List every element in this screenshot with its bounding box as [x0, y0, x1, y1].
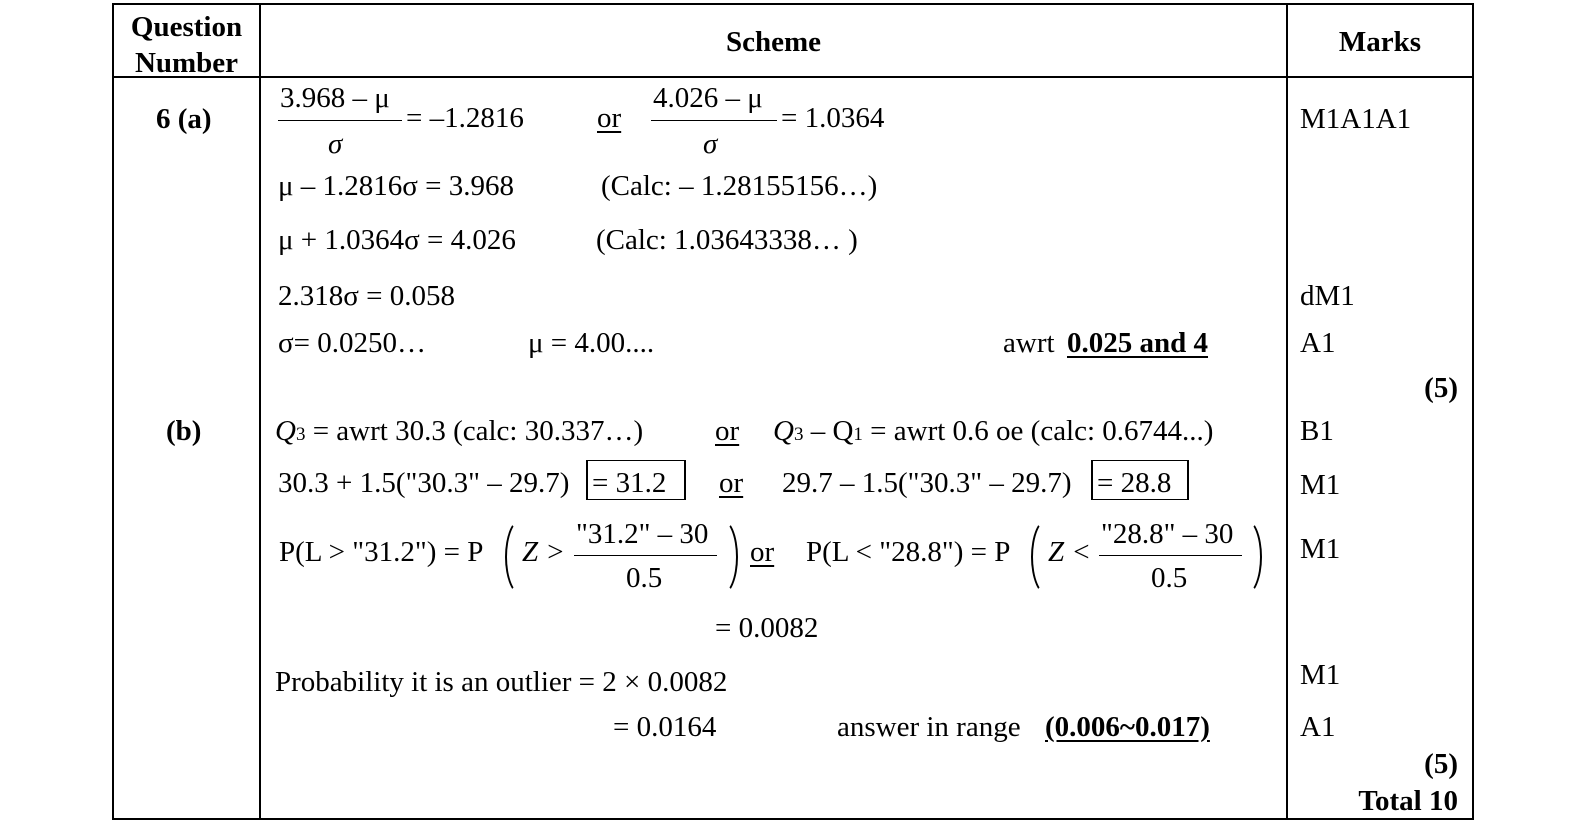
- combined-equation: 2.318σ = 0.058: [278, 280, 455, 312]
- upper-fence-bracket: [586, 460, 686, 500]
- right-paren: [704, 518, 738, 596]
- fraction-bar: [574, 555, 717, 556]
- mark-b-2: M1: [1300, 469, 1341, 501]
- q3-text: = awrt 30.3 (calc: 30.337…): [305, 415, 644, 447]
- mark-b-3: M1: [1300, 533, 1341, 565]
- fraction-denominator: 0.5: [626, 562, 663, 594]
- q3-statement: [275, 417, 643, 446]
- mu-value: μ = 4.00....: [528, 327, 655, 359]
- mark-a-2: dM1: [1300, 280, 1355, 312]
- header-question-line1: Question: [130, 11, 243, 43]
- mark-a-3: A1: [1300, 327, 1336, 359]
- fraction-denominator: 0.5: [1151, 562, 1188, 594]
- probability-upper-prefix: P(L > "31.2") = P: [279, 536, 484, 568]
- or-connector: or: [750, 536, 775, 568]
- lower-fence-bracket: [1091, 460, 1189, 500]
- equation-a-2: = 1.0364: [781, 102, 885, 134]
- iqr-text: = awrt 0.6 oe (calc: 0.6744...): [862, 415, 1214, 447]
- fraction-numerator: 4.026 – μ: [653, 82, 763, 114]
- awrt-answer: 0.025 and 4: [1067, 327, 1209, 359]
- fraction-lower-z: [1099, 518, 1242, 593]
- header-scheme: Scheme: [725, 26, 822, 58]
- minus-q1: – Q: [803, 415, 854, 447]
- lower-fence-expression: 29.7 – 1.5("30.3" – 29.7): [782, 467, 1072, 499]
- fraction-bar: [651, 120, 777, 121]
- total-marks: Total 10: [1358, 785, 1458, 817]
- lower-fence-value: = 28.8: [1097, 467, 1172, 499]
- iqr-statement: [773, 417, 1213, 446]
- fraction-denominator: σ: [703, 128, 718, 160]
- mark-b-5: A1: [1300, 711, 1336, 743]
- column-divider-2: [1286, 3, 1288, 820]
- awrt-label: awrt: [1003, 327, 1055, 359]
- part-b-label: (b): [166, 415, 202, 447]
- fraction-4026-mu-over-sigma: [651, 82, 777, 160]
- or-connector: or: [597, 102, 622, 134]
- q3-symbol: Q: [773, 415, 794, 447]
- subtotal-b: (5): [1424, 748, 1458, 780]
- simultaneous-eq-2: μ + 1.0364σ = 4.026: [278, 224, 516, 256]
- simultaneous-eq-1: μ – 1.2816σ = 3.968: [278, 170, 515, 202]
- header-divider: [112, 76, 1474, 78]
- table-border-top: [112, 3, 1474, 5]
- upper-fence-value: = 31.2: [592, 467, 667, 499]
- column-divider-1: [259, 3, 261, 820]
- or-connector: or: [719, 467, 744, 499]
- q3-subscript: 3: [793, 424, 804, 445]
- q3-symbol: Q: [275, 415, 296, 447]
- mark-b-1: B1: [1300, 415, 1334, 447]
- fraction-denominator: σ: [328, 128, 343, 160]
- outlier-probability-statement: Probability it is an outlier = 2 × 0.0082: [275, 666, 728, 698]
- answer-range: (0.006~0.017): [1045, 711, 1210, 743]
- fraction-numerator: 3.968 – μ: [280, 82, 390, 114]
- fraction-numerator: "31.2" – 30: [576, 518, 709, 550]
- q3-subscript: 3: [295, 424, 306, 445]
- fraction-bar: [278, 120, 402, 121]
- mark-a-1: M1A1A1: [1300, 103, 1412, 135]
- calc-note-2: (Calc: 1.03643338… ): [596, 224, 858, 256]
- calc-note-1: (Calc: – 1.28155156…): [601, 170, 878, 202]
- fraction-upper-z: [574, 518, 717, 593]
- z-greater: Z >: [522, 536, 565, 568]
- header-question: [114, 9, 259, 81]
- header-question-line2: Number: [134, 47, 239, 79]
- z-less: Z <: [1048, 536, 1091, 568]
- sigma-value: σ= 0.0250…: [278, 327, 426, 359]
- table-border-right: [1472, 3, 1474, 820]
- q1-subscript: 1: [853, 424, 863, 445]
- part-a-label: 6 (a): [156, 103, 212, 135]
- header-marks: Marks: [1338, 26, 1422, 58]
- equation-a-1: = –1.2816: [406, 102, 524, 134]
- or-connector: or: [715, 415, 740, 447]
- mark-b-4: M1: [1300, 659, 1341, 691]
- right-paren: [1228, 518, 1262, 596]
- final-probability: = 0.0164: [613, 711, 717, 743]
- table-border-left: [112, 3, 114, 820]
- fraction-bar: [1099, 555, 1242, 556]
- answer-range-label: answer in range: [837, 711, 1021, 743]
- table-border-bottom: [112, 818, 1474, 820]
- upper-fence-expression: 30.3 + 1.5("30.3" – 29.7): [278, 467, 570, 499]
- fraction-3968-mu-over-sigma: [278, 82, 402, 160]
- probability-lower-prefix: P(L < "28.8") = P: [806, 536, 1011, 568]
- fraction-numerator: "28.8" – 30: [1101, 518, 1234, 550]
- tail-probability: = 0.0082: [715, 612, 819, 644]
- subtotal-a: (5): [1424, 372, 1458, 404]
